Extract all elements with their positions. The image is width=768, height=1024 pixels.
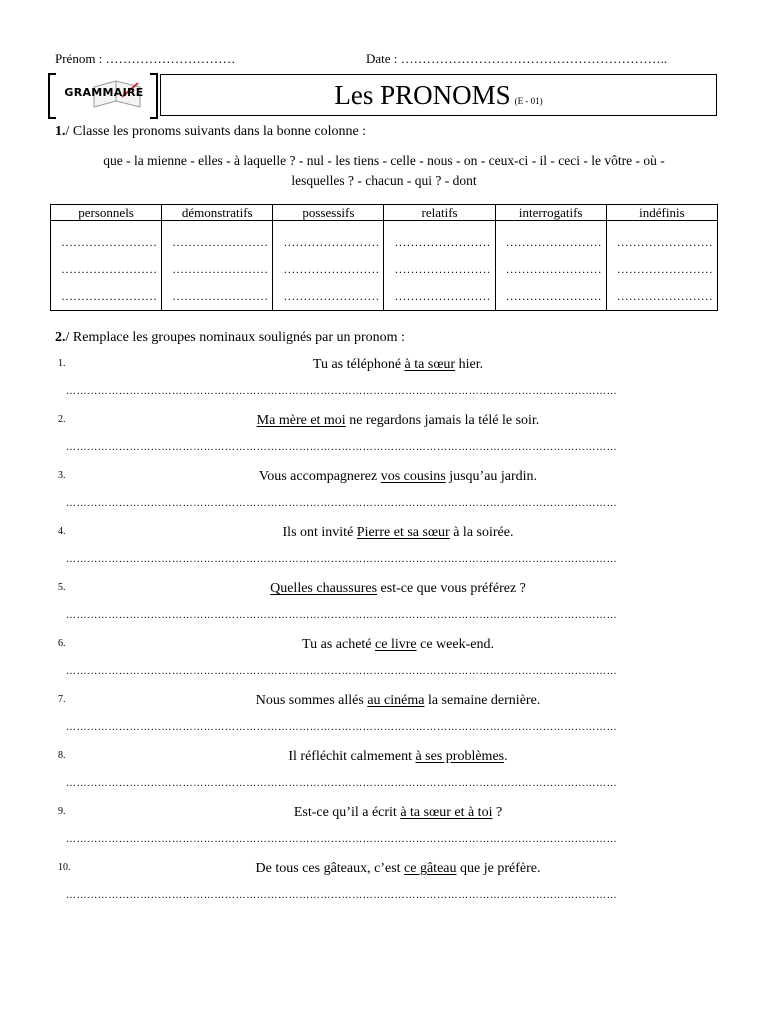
sentence-text: jusqu’au jardin. bbox=[445, 469, 538, 484]
item-sentence bbox=[60, 861, 736, 877]
item-sentence bbox=[60, 637, 736, 653]
exercise2-number: 2. bbox=[55, 330, 66, 345]
wordlist-line-2: lesquelles ? - chacun - qui ? - dont bbox=[291, 173, 477, 188]
exercise2-instruction: / Remplace les groupes nominaux soulignés par un pronom : bbox=[65, 330, 405, 345]
exercise2-heading bbox=[55, 330, 405, 346]
sentence-text: ne regardons jamais la télé le soir. bbox=[345, 413, 540, 428]
underlined-group: au cinéma bbox=[367, 693, 425, 708]
answer-line[interactable]: ………………………………………………………………………………………………………………………………………… bbox=[66, 890, 618, 901]
answer-line[interactable]: ………………………………………………………………………………………………………………………………………… bbox=[66, 610, 618, 621]
underlined-group: à ta sœur bbox=[404, 357, 456, 372]
item-sentence bbox=[60, 357, 736, 373]
answer-line[interactable]: ………………………………………………………………………………………………………………………………………… bbox=[66, 498, 618, 509]
underlined-group: à ta sœur et à toi bbox=[400, 805, 493, 820]
item-number: 7. bbox=[58, 694, 66, 705]
item-number: 5. bbox=[58, 582, 66, 593]
answer-line[interactable]: ………………………………………………………………………………………………………………………………………… bbox=[66, 554, 618, 565]
sentence-text: Est-ce qu’il a écrit bbox=[293, 805, 401, 820]
answer-cell[interactable]: …………………… …………………… …………………… bbox=[606, 221, 717, 311]
item-number: 6. bbox=[58, 638, 66, 649]
pronoun-word-list bbox=[50, 151, 718, 191]
answer-cell[interactable]: …………………… …………………… …………………… bbox=[273, 221, 384, 311]
item-sentence bbox=[60, 805, 736, 821]
title-box bbox=[160, 74, 717, 116]
exercise1-instruction: / Classe les pronoms suivants dans la bonne colonne : bbox=[65, 124, 367, 139]
sentence-text: hier. bbox=[455, 357, 484, 372]
answer-line[interactable]: ………………………………………………………………………………………………………………………………………… bbox=[66, 778, 618, 789]
sentence-text: Ils ont invité bbox=[282, 525, 357, 540]
underlined-group: Quelles chaussures bbox=[270, 581, 378, 596]
table-row bbox=[51, 221, 718, 311]
sentence-text: la semaine dernière. bbox=[424, 693, 541, 708]
sentence-text: De tous ces gâteaux, c’est bbox=[255, 861, 405, 876]
prenom-field: Prénom : ………………………… bbox=[55, 51, 236, 66]
column-header: personnels bbox=[51, 205, 162, 221]
exercise1-heading bbox=[55, 124, 366, 140]
sentence-text: est-ce que vous préférez ? bbox=[377, 581, 526, 596]
underlined-group: ce livre bbox=[375, 637, 417, 652]
sentence-text: ? bbox=[492, 805, 503, 820]
sentence-text: Nous sommes allés bbox=[255, 693, 368, 708]
logo-text: GRAMMAIRE bbox=[64, 86, 144, 99]
item-number: 10. bbox=[58, 862, 71, 873]
underlined-group: ce gâteau bbox=[404, 861, 457, 876]
answer-line[interactable]: ………………………………………………………………………………………………………………………………………… bbox=[66, 442, 618, 453]
grammaire-logo bbox=[48, 73, 158, 117]
item-number: 2. bbox=[58, 414, 66, 425]
answer-line[interactable]: ………………………………………………………………………………………………………………………………………… bbox=[66, 386, 618, 397]
column-header: indéfinis bbox=[606, 205, 717, 221]
column-header: interrogatifs bbox=[495, 205, 606, 221]
answer-line[interactable]: ………………………………………………………………………………………………………………………………………… bbox=[66, 666, 618, 677]
item-number: 3. bbox=[58, 470, 66, 481]
column-header: possessifs bbox=[273, 205, 384, 221]
sentence-text: Il réfléchit calmement bbox=[288, 749, 416, 764]
item-sentence bbox=[60, 469, 736, 485]
answer-line[interactable]: ………………………………………………………………………………………………………………………………………… bbox=[66, 834, 618, 845]
wordlist-line-1: que - la mienne - elles - à laquelle ? - nul - les tiens - celle - nous - on - ceux-ci - il - ceci - le vôtre - où - bbox=[103, 153, 665, 168]
table-header-row bbox=[51, 205, 718, 221]
classification-table bbox=[50, 204, 718, 311]
page-title: Les PRONOMS bbox=[334, 80, 511, 110]
sentence-text: Tu as téléphoné bbox=[312, 357, 405, 372]
logo-bracket-left bbox=[48, 73, 56, 119]
sentence-text: ce week-end. bbox=[416, 637, 494, 652]
logo-bracket-right bbox=[150, 73, 158, 119]
item-sentence bbox=[60, 749, 736, 765]
underlined-group: Pierre et sa sœur bbox=[356, 525, 450, 540]
item-sentence bbox=[60, 693, 736, 709]
sentence-text: que je préfère. bbox=[456, 861, 541, 876]
item-sentence bbox=[60, 581, 736, 597]
answer-cell[interactable]: …………………… …………………… …………………… bbox=[384, 221, 495, 311]
sentence-text: Tu as acheté bbox=[302, 637, 376, 652]
answer-cell[interactable]: …………………… …………………… …………………… bbox=[162, 221, 273, 311]
item-number: 9. bbox=[58, 806, 66, 817]
exercise1-number: 1. bbox=[55, 124, 66, 139]
sentence-text: . bbox=[504, 749, 508, 764]
underlined-group: vos cousins bbox=[380, 469, 446, 484]
column-header: relatifs bbox=[384, 205, 495, 221]
item-sentence bbox=[60, 413, 736, 429]
column-header: démonstratifs bbox=[162, 205, 273, 221]
item-sentence bbox=[60, 525, 736, 541]
underlined-group: Ma mère et moi bbox=[256, 413, 346, 428]
date-field: Date : …………………………………………………….. bbox=[366, 51, 668, 66]
answer-cell[interactable]: …………………… …………………… …………………… bbox=[495, 221, 606, 311]
item-number: 1. bbox=[58, 358, 66, 369]
sentence-text: à la soirée. bbox=[449, 525, 514, 540]
item-number: 4. bbox=[58, 526, 66, 537]
sentence-text: Vous accompagnerez bbox=[258, 469, 381, 484]
answer-line[interactable]: ………………………………………………………………………………………………………………………………………… bbox=[66, 722, 618, 733]
answer-cell[interactable]: …………………… …………………… …………………… bbox=[51, 221, 162, 311]
underlined-group: à ses problèmes bbox=[415, 749, 505, 764]
item-number: 8. bbox=[58, 750, 66, 761]
exercise-code: (E - 01) bbox=[514, 96, 543, 106]
